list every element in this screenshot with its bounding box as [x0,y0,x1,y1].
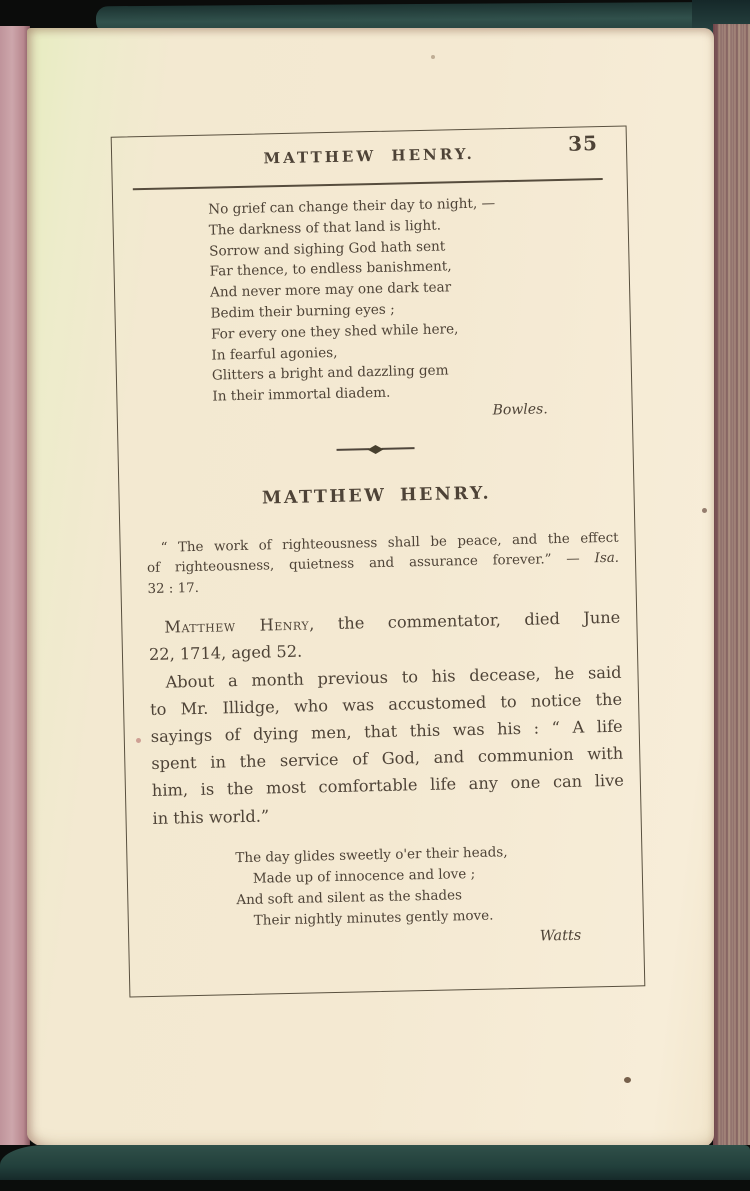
ink-speck [624,1077,631,1083]
para-line: to Mr. Illidge, who was accustomed to notice the [149,689,623,719]
para-line: spent in the service of God, and communion with [151,743,624,774]
divider-line-right [382,448,415,451]
header-rule [133,178,603,190]
para-line: 22, 1714, aged 52. [148,642,303,665]
para-line: in this world.” [152,806,270,828]
epigraph-line: 32 : 17. [147,580,200,597]
epigraph-line-text: of righteousness, quietness and assurance forever.” — [146,551,595,577]
ink-speck [136,738,141,743]
poem-line: In fearful agonies, [211,344,338,364]
epigraph-line: “ The work of righteousness shall be peace, and the effect [160,530,619,556]
section-divider [119,439,633,459]
poem-line: Bedim their burning eyes ; [210,301,395,322]
paragraph-deathbed-saying [149,658,624,831]
poem-watts [235,839,643,933]
poem-line: Far thence, to endless banishment, [209,258,452,280]
printed-text-frame [111,125,646,997]
para-line: sayings of dying men, that this was his : “ A life [150,716,623,746]
page-stack-edge [713,24,750,1162]
epigraph-scripture-quote [146,529,619,601]
scripture-ref-italic: Isa. [594,551,620,567]
attribution-watts: Watts [539,927,582,945]
page-number: 35 [567,131,599,156]
divider-diamond-ornament [367,445,383,454]
name-smallcaps: Matthew Henry [164,614,310,637]
poem-line: Glitters a bright and dazzling gem [211,362,449,384]
attribution-bowles: Bowles. [492,401,548,419]
book-cover-cloth-bottom [0,1145,750,1180]
poem-line: Their nightly minutes gently move. [253,907,494,930]
ink-speck [702,508,707,513]
poem-line: For every one they shed while here, [210,320,459,343]
section-heading: MATTHEW HENRY. [261,483,492,509]
page-header [112,126,627,181]
ink-speck [431,55,435,59]
para-line: About a month previous to his decease, he said [165,662,622,692]
para-line-text: , the commentator, died June [308,607,621,634]
poem-line: The day glides sweetly o'er their heads, [235,844,508,866]
poem-line: Sorrow and sighing God hath sent [209,238,446,260]
poem-line: In their immortal diadem. [212,384,391,405]
facing-page-edge [0,26,30,1150]
poem-line: Made up of innocence and love ; [252,865,476,887]
poem-line: No grief can change their day to night, — [208,195,496,218]
poem-line: And soft and silent as the shades [236,887,463,909]
poem-bowles [208,190,631,407]
para-line: him, is the most comfortable life any one can live [151,771,625,801]
running-head-title: MATTHEW HENRY. [263,144,475,168]
poem-line: The darkness of that land is light. [208,217,442,239]
poem-line: And never more may one dark tear [209,279,452,301]
divider-line-left [337,449,370,452]
